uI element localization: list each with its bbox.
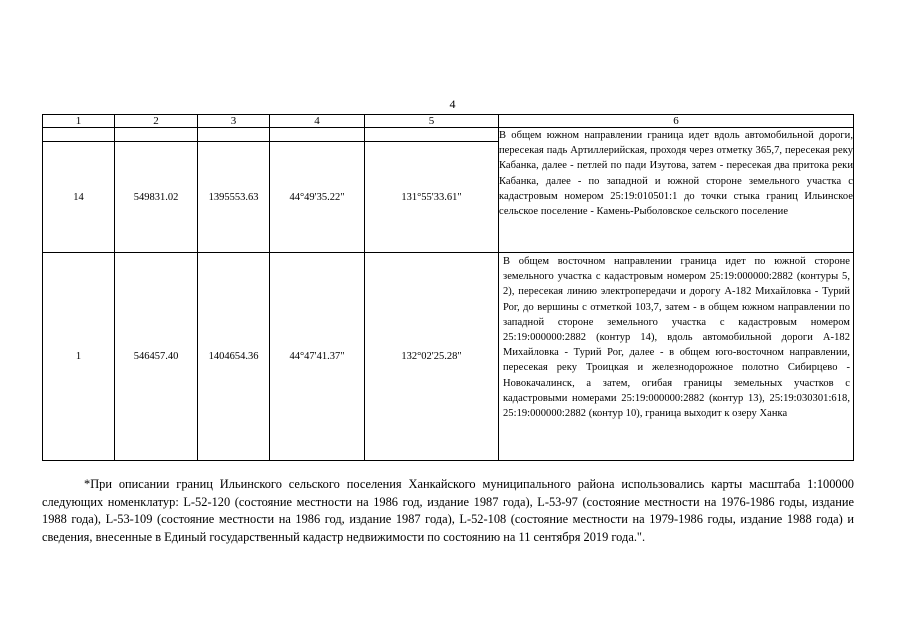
empty-cell [115,128,198,142]
latitude-cell: 44°47'41.37" [270,253,365,461]
latitude-cell: 44°49'35.22" [270,142,365,253]
table-header-row [43,115,854,128]
table-row [43,253,854,461]
header-cell: 6 [499,115,854,128]
header-cell: 1 [43,115,115,128]
header-cell: 5 [365,115,499,128]
description-cell: В общем южном направлении граница идет вдоль автомобильной дороги, пересекая падь Артиллерийская, проходя через отметку 365,7, пересекая реку Кабанка, далее - петлей по пади Изутова, затем - пересекая два притока реки Кабанка, далее - по западной и южной стороне земельного участка с кадастровым номером 25:19:010501:1 до точки стыка границ Ильинское сельское поселение - Камень-Рыболовское сельского поселение [499,128,854,253]
empty-cell [270,128,365,142]
footnote-paragraph [42,476,854,546]
longitude-cell: 131°55'33.61" [365,142,499,253]
y-coordinate-cell: 1404654.36 [198,253,270,461]
boundary-points-table [42,114,854,461]
footnote-text: *При описании границ Ильинского сельского поселения Ханкайского муниципального района использовались карты масштаба 1:100000 следующих номенклатур: L-52-120 (состояние местности на 1986 год, издание 1987 года), L-53-97 (состояние местности на 1976-1986 годы, издание 1988 года), L-53-109 (состояние местности на 1986 год, издание 1987 года), L-52-108 (состояние местности на 1979-1986 годы, издание 1988 года) и сведения, внесенные в Единый государственный кадастр недвижимости по состоянию на 11 сентября 2019 года.". [42,477,854,544]
x-coordinate-cell: 549831.02 [115,142,198,253]
header-cell: 3 [198,115,270,128]
page-number: 4 [449,97,456,111]
point-number-cell: 1 [43,253,115,461]
empty-cell [198,128,270,142]
description-cell: В общем восточном направлении граница идет по южной стороне земельного участка с кадастровым номером 25:19:000000:2882 (контуры 5, 2), пересекая линию электропередачи и дорогу А-182 Михайловка - Турий Рог, до вершины с отметкой 103,7, затем - в общем южном направлении по западной стороне земельного участка с кадастровым номером 25:19:000000:2882 (контур 14), вдоль автомобильной дороги А-182 Михайловка - Турий Рог, далее - в общем юго-восточном направлении, пересекая реку Троицкая и железнодорожное полотно Сибирцево - Новокачалинск, а затем, огибая границы земельных участков с кадастровыми номерами 25:19:000000:2882 (контур 13), 25:19:030301:618, 25:19:000000:2882 (контур 10), граница выходит к озеру Ханка [499,253,854,461]
empty-cell [365,128,499,142]
header-cell: 2 [115,115,198,128]
empty-cell [43,128,115,142]
header-cell: 4 [270,115,365,128]
point-number-cell: 14 [43,142,115,253]
x-coordinate-cell: 546457.40 [115,253,198,461]
table-row-blank [43,128,854,142]
y-coordinate-cell: 1395553.63 [198,142,270,253]
longitude-cell: 132°02'25.28" [365,253,499,461]
